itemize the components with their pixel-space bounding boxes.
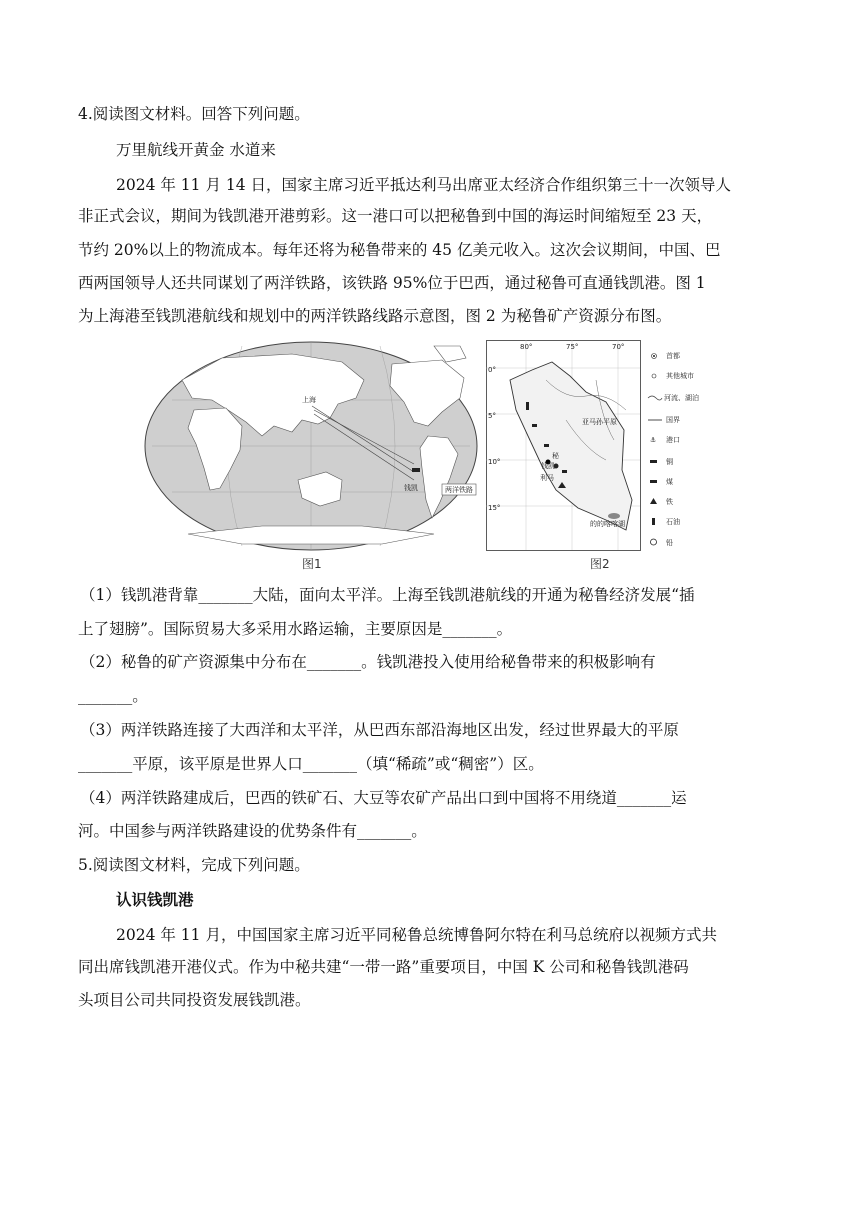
shanghai-label: 上海 bbox=[302, 396, 316, 404]
railway-legend-label: 两洋铁路 bbox=[445, 486, 473, 494]
subquestion-line: （3）两洋铁路连接了大西洋和太平洋，从巴西东部沿海地区出发，经过世界最大的平原 bbox=[80, 721, 679, 739]
legend-label: 铅 bbox=[666, 539, 673, 547]
lat-tick: 5° bbox=[488, 412, 496, 420]
figure-2-caption: 图2 bbox=[590, 557, 610, 571]
subquestion-line: （4）两洋铁路建成后，巴西的铁矿石、大豆等农矿产品出口到中国将不用绕道_______运 bbox=[80, 789, 687, 807]
legend bbox=[648, 351, 699, 547]
subquestion-line: 上了翅膀”。国际贸易大多采用水路运输，主要原因是_______。 bbox=[78, 620, 513, 638]
paragraph-line: 节约 20%以上的物流成本。每年还将为秘鲁带来的 45 亿美元收入。这次会议期间，中国、巴 bbox=[78, 241, 721, 259]
legend-label: 港口 bbox=[666, 436, 680, 444]
figure-2-peru-map bbox=[486, 340, 699, 552]
lima-label: 利马 bbox=[540, 474, 554, 482]
paragraph-line: 头项目公司共同投资发展钱凯港。 bbox=[78, 991, 311, 1009]
legend-label: 其他城市 bbox=[666, 372, 694, 380]
subquestion-line: 河。中国参与两洋铁路建设的优势条件有_______。 bbox=[78, 822, 427, 840]
plain-label: 亚马孙平原 bbox=[582, 418, 617, 426]
qiankai-label: 钱凯 bbox=[404, 484, 418, 492]
legend-label: 河流、湖泊 bbox=[664, 394, 699, 402]
lat-tick: 10° bbox=[488, 458, 501, 466]
paragraph-line: 非正式会议，期间为钱凯港开港剪彩。这一港口可以把秘鲁到中国的海运时间缩短至 23 天， bbox=[78, 207, 713, 225]
paragraph-line: 为上海港至钱凯港航线和规划中的两洋铁路线路示意图，图 2 为秘鲁矿产资源分布图。 bbox=[78, 307, 672, 325]
lon-tick: 75° bbox=[566, 343, 579, 351]
paragraph-line: 西两国领导人还共同谋划了两洋铁路，该铁路 95%位于巴西，通过秘鲁可直通钱凯港。图 1 bbox=[78, 274, 706, 292]
legend-label: 国界 bbox=[666, 416, 680, 424]
lat-tick: 0° bbox=[488, 366, 496, 374]
paragraph-line: 同出席钱凯港开港仪式。作为中秘共建“一带一路”重要项目，中国 K 公司和秘鲁钱凯港码 bbox=[78, 958, 689, 976]
legend-label: 煤 bbox=[666, 478, 673, 486]
lat-tick: 15° bbox=[488, 504, 501, 512]
paragraph-line: 2024 年 11 月，中国国家主席习近平同秘鲁总统博鲁阿尔特在利马总统府以视频方式共 bbox=[116, 926, 717, 944]
lake-label: 的的喀喀湖 bbox=[590, 520, 625, 528]
question-4-title: 4.阅读图文材料。回答下列问题。 bbox=[78, 105, 310, 123]
question-5-title: 5.阅读图文材料，完成下列问题。 bbox=[78, 856, 310, 874]
legend-label: 首都 bbox=[666, 352, 680, 360]
subquestion-line: _______平原，该平原是世界人口_______（填“稀疏”或“稠密”）区。 bbox=[78, 755, 544, 773]
paragraph-line: 2024 年 11 月 14 日，国家主席习近平抵达利马出席亚太经济合作组织第三十一次领导人 bbox=[116, 176, 732, 194]
subquestion-line: （2）秘鲁的矿产资源集中分布在_______。钱凯港投入使用给秘鲁带来的积极影响有 bbox=[80, 653, 656, 671]
legend-label: 石油 bbox=[666, 518, 680, 526]
port-icon: ⚓ bbox=[650, 436, 657, 444]
subquestion-line: _______。 bbox=[78, 687, 148, 705]
figure-1-world-map bbox=[142, 340, 480, 552]
question-4-subtitle: 万里航线开黄金 水道来 bbox=[116, 141, 276, 159]
subquestion-line: （1）钱凯港背靠_______大陆，面向太平洋。上海至钱凯港航线的开通为秘鲁经济发展“插 bbox=[80, 586, 695, 604]
question-5-subtitle: 认识钱凯港 bbox=[116, 890, 194, 909]
figure-1-caption: 图1 bbox=[302, 557, 322, 571]
peru-label: 秘 bbox=[552, 452, 559, 460]
legend-label: 铁 bbox=[666, 498, 673, 506]
lon-tick: 70° bbox=[612, 343, 625, 351]
legend-label: 铜 bbox=[666, 458, 673, 466]
lon-tick: 80° bbox=[520, 343, 533, 351]
qiankai-label: 钱凯 bbox=[541, 462, 555, 470]
